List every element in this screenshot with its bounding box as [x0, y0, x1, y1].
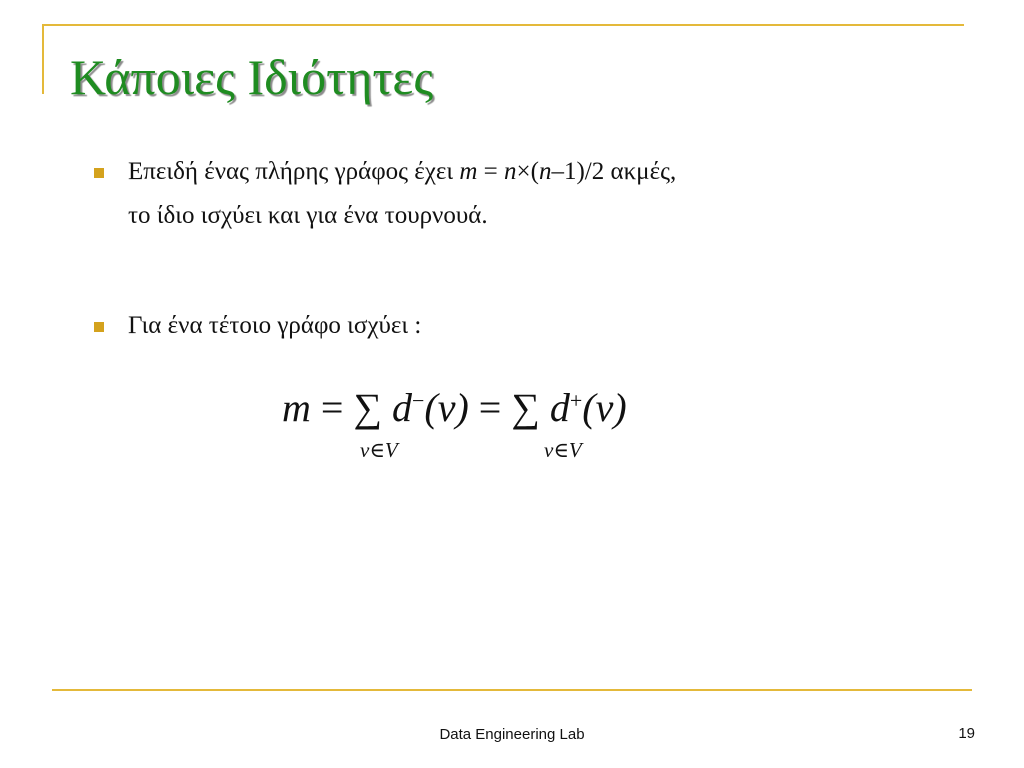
bullet-1-prefix: Επειδή ένας πλήρης γράφος έχει	[128, 158, 460, 185]
bullet-1-line-2: το ίδιο ισχύει και για ένα τουρνουά.	[128, 202, 488, 229]
var-n-1: n	[504, 158, 517, 185]
var-m: m	[459, 158, 478, 185]
formula-d-plus: d	[549, 385, 570, 430]
slide-title: Κάποιες Ιδιότητες	[70, 49, 434, 105]
bullet-square-icon	[94, 168, 104, 178]
plus-superscript: +	[569, 388, 583, 413]
formula-equals-2: =	[468, 385, 512, 430]
sum-subscript-1: v∈V	[360, 438, 398, 462]
page-number: 19	[958, 725, 975, 742]
formula-arg-1: (v)	[424, 385, 469, 430]
times-sign: ×(	[516, 158, 539, 185]
footer-rule	[52, 689, 972, 691]
formula-m: m	[282, 385, 311, 430]
degree-sum-formula	[282, 385, 627, 430]
formula-arg-2: (v)	[582, 385, 627, 430]
equals-sign: =	[477, 158, 505, 185]
formula-equals-1: =	[310, 385, 354, 430]
var-n-2: n	[538, 158, 552, 185]
formula-d-minus: d	[391, 385, 412, 430]
sum-subscript-2: v∈V	[544, 438, 582, 462]
footer-text: Data Engineering Lab	[439, 726, 585, 743]
bullet-2-text: Για ένα τέτοιο γράφο ισχύει :	[128, 312, 422, 339]
sum-symbol-2: ∑	[511, 385, 540, 430]
bullet-1-line-1	[128, 159, 676, 184]
sum-symbol-1: ∑	[353, 385, 382, 430]
bullet-1-suffix: –1)/2 ακμές,	[551, 158, 677, 185]
minus-superscript: −	[411, 388, 425, 413]
top-frame-line	[42, 24, 964, 26]
bullet-square-icon	[94, 322, 104, 332]
left-frame-line	[42, 24, 44, 94]
